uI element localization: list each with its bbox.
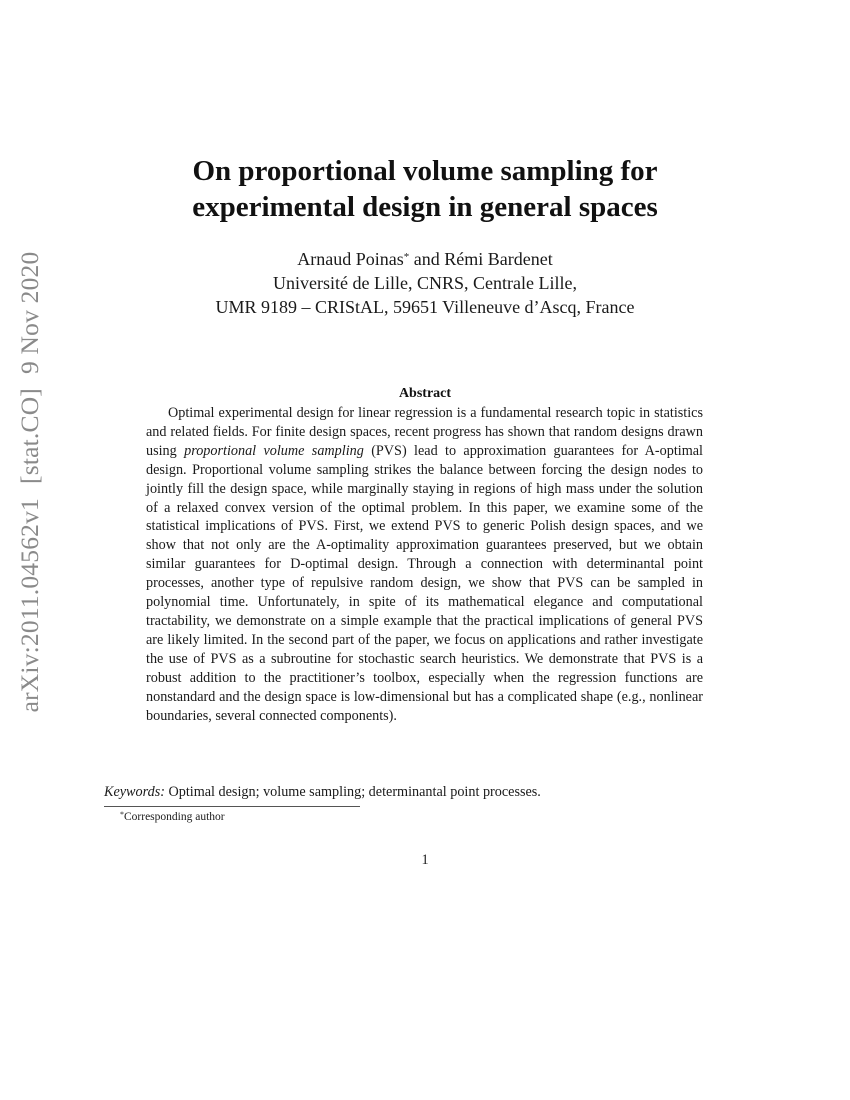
corresponding-author-mark: * xyxy=(403,251,410,263)
footnote-divider xyxy=(104,806,360,807)
author-name: Rémi Bardenet xyxy=(444,249,553,269)
footnote-mark: * xyxy=(120,810,124,819)
keywords-line xyxy=(104,784,754,801)
abstract-text: Optimal experimental design for linear regression is a fundamental research topic in statistics and related fields. For finite design spaces, recent progress has shown that random designs drawn using xyxy=(146,405,703,459)
author-name: Arnaud Poinas xyxy=(297,249,404,269)
page-number: 1 xyxy=(421,852,429,868)
keywords-label: Keywords: xyxy=(104,784,165,800)
arxiv-category: [stat.CO] xyxy=(15,387,44,484)
abstract-heading: Abstract xyxy=(398,386,452,401)
arxiv-identifier-stamp xyxy=(15,252,45,713)
title-line-1: On proportional volume sampling for xyxy=(192,155,658,187)
abstract-emphasis: proportional volume sampling xyxy=(184,442,364,459)
title-line-2: experimental design in general spaces xyxy=(192,191,658,223)
affiliation-line: UMR 9189 – CRIStAL, 59651 Villeneuve d’Ascq, France xyxy=(215,297,635,317)
footnote xyxy=(120,811,225,823)
paper-title xyxy=(100,153,750,225)
abstract-body xyxy=(146,404,703,725)
author-block xyxy=(100,247,750,319)
author-list xyxy=(100,247,750,271)
footnote-text: Corresponding author xyxy=(124,811,225,823)
abstract-text: (PVS) lead to approximation guarantees for A-optimal design. Proportional volume sampling strikes the balance between forcing the design nodes to jointly fill the design space, while marginally staying in regions of high mass under the solution of a relaxed convex version of the optimal problem. In this paper, we examine some of the statistical implications of PVS. First, we extend PVS to generic Polish design spaces, and we show that not only are the A-optimality approximation guarantees preserved, but we obtain similar guarantees for D-optimal design. Through a connection with determinantal point processes, another type of repulsive random design, we show that PVS can be sampled in polynomial time. Unfortunately, in spite of its mathematical elegance and computational tractability, we demonstrate on a simple example that the practical implications of general PVS are likely limited. In the second part of the paper, we focus on applications and rather investigate the use of PVS as a subroutine for stochastic search heuristics. We demonstrate that PVS is a robust addition to the practitioner’s toolbox, especially when the regression functions are nonstandard and the design space is low-dimensional but has a complicated shape (e.g., nonlinear boundaries, several connected components). xyxy=(146,442,703,724)
arxiv-date: 9 Nov 2020 xyxy=(15,251,44,374)
affiliation-line: Université de Lille, CNRS, Centrale Lille, xyxy=(273,273,577,293)
arxiv-id: arXiv:2011.04562v1 xyxy=(15,497,44,713)
author-conjunction: and xyxy=(409,249,445,269)
keywords-text: Optimal design; volume sampling; determinantal point processes. xyxy=(164,784,541,800)
